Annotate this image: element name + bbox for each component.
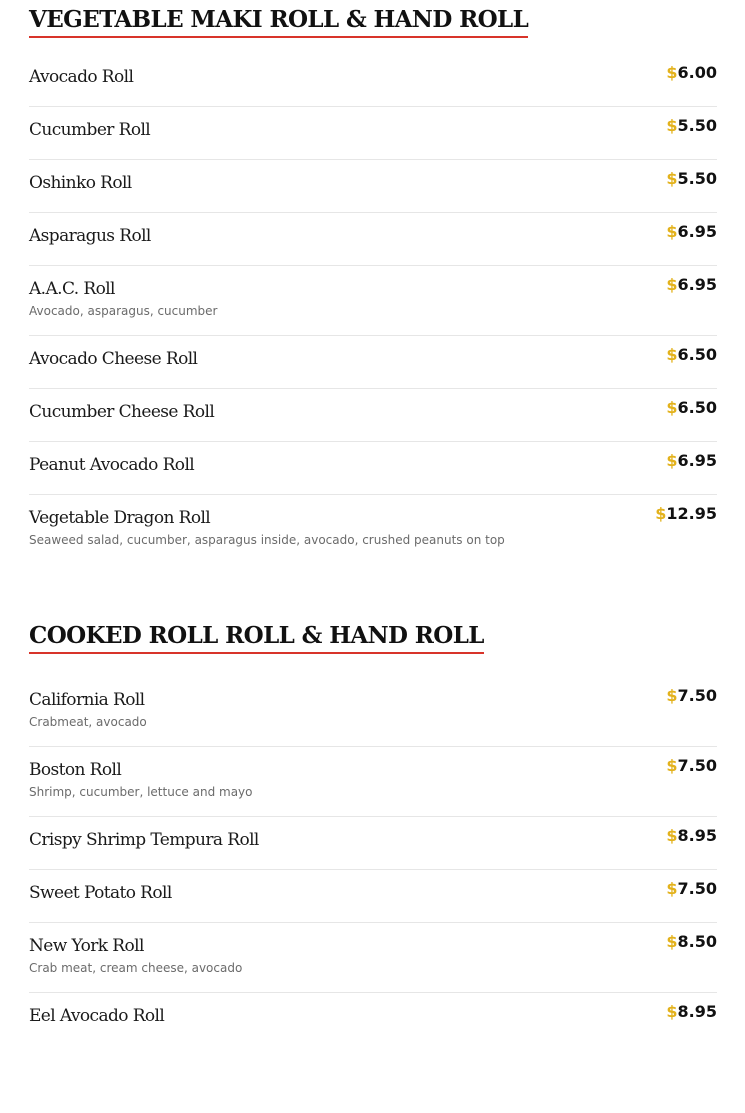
menu-item-list	[29, 54, 717, 564]
menu-section	[29, 622, 717, 1045]
menu-item-price	[666, 684, 717, 708]
price-amount: 6.00	[677, 63, 717, 82]
price-amount: 8.95	[677, 826, 717, 845]
currency-symbol: $	[666, 398, 678, 417]
menu-item-price	[666, 343, 717, 367]
currency-symbol: $	[666, 275, 678, 294]
menu-item-price	[666, 220, 717, 244]
currency-symbol: $	[666, 826, 678, 845]
currency-symbol: $	[666, 686, 678, 705]
section-title: VEGETABLE MAKI ROLL & HAND ROLL	[29, 6, 528, 38]
menu-item	[29, 54, 717, 107]
price-amount: 6.95	[677, 275, 717, 294]
menu-item-price	[666, 396, 717, 420]
price-amount: 8.95	[677, 1002, 717, 1021]
price-amount: 7.50	[677, 879, 717, 898]
menu-item	[29, 389, 717, 442]
menu	[29, 0, 717, 1045]
menu-item-name: Avocado Cheese Roll	[29, 349, 198, 369]
menu-item-price	[666, 114, 717, 138]
menu-item-description: Avocado, asparagus, cucumber	[29, 304, 218, 318]
menu-item-description: Crabmeat, avocado	[29, 715, 147, 729]
menu-item	[29, 923, 717, 993]
menu-item	[29, 336, 717, 389]
menu-section	[29, 0, 717, 564]
currency-symbol: $	[655, 504, 667, 523]
section-header	[29, 622, 717, 654]
menu-item-name: New York Roll	[29, 936, 144, 956]
price-amount: 6.50	[677, 345, 717, 364]
menu-item	[29, 817, 717, 870]
section-header	[29, 0, 717, 38]
menu-item	[29, 870, 717, 923]
menu-item	[29, 213, 717, 266]
menu-item-name: Peanut Avocado Roll	[29, 455, 195, 475]
price-amount: 5.50	[677, 116, 717, 135]
currency-symbol: $	[666, 451, 678, 470]
menu-item-price	[666, 824, 717, 848]
price-amount: 12.95	[666, 504, 717, 523]
currency-symbol: $	[666, 116, 678, 135]
menu-item-name: Cucumber Cheese Roll	[29, 402, 215, 422]
menu-item-name: Asparagus Roll	[29, 226, 151, 246]
menu-item-list	[29, 677, 717, 1045]
price-amount: 6.95	[677, 451, 717, 470]
menu-item-name: Eel Avocado Roll	[29, 1006, 165, 1026]
menu-item-name: Oshinko Roll	[29, 173, 132, 193]
price-amount: 5.50	[677, 169, 717, 188]
menu-item-price	[666, 167, 717, 191]
menu-item-description: Crab meat, cream cheese, avocado	[29, 961, 243, 975]
menu-item	[29, 107, 717, 160]
price-amount: 8.50	[677, 932, 717, 951]
menu-item	[29, 677, 717, 747]
menu-item-description: Shrimp, cucumber, lettuce and mayo	[29, 785, 253, 799]
menu-item-name: California Roll	[29, 690, 145, 710]
menu-item-price	[655, 502, 717, 526]
menu-item-name: Boston Roll	[29, 760, 122, 780]
currency-symbol: $	[666, 756, 678, 775]
menu-item-price	[666, 877, 717, 901]
currency-symbol: $	[666, 169, 678, 188]
price-amount: 7.50	[677, 686, 717, 705]
menu-item-name: Sweet Potato Roll	[29, 883, 172, 903]
menu-item-price	[666, 754, 717, 778]
menu-item-price	[666, 930, 717, 954]
menu-item-name: Cucumber Roll	[29, 120, 151, 140]
menu-item-name: Avocado Roll	[29, 67, 134, 87]
currency-symbol: $	[666, 932, 678, 951]
menu-item	[29, 160, 717, 213]
menu-item-description: Seaweed salad, cucumber, asparagus inside, avocado, crushed peanuts on top	[29, 533, 505, 547]
menu-item	[29, 993, 717, 1045]
currency-symbol: $	[666, 879, 678, 898]
section-title: COOKED ROLL ROLL & HAND ROLL	[29, 622, 484, 654]
menu-item-price	[666, 273, 717, 297]
menu-item	[29, 266, 717, 336]
price-amount: 7.50	[677, 756, 717, 775]
menu-item-name: Vegetable Dragon Roll	[29, 508, 211, 528]
menu-item-price	[666, 449, 717, 473]
currency-symbol: $	[666, 1002, 678, 1021]
menu-item-price	[666, 61, 717, 85]
menu-item	[29, 747, 717, 817]
menu-item	[29, 495, 717, 564]
menu-item	[29, 442, 717, 495]
menu-item-name: Crispy Shrimp Tempura Roll	[29, 830, 259, 850]
currency-symbol: $	[666, 345, 678, 364]
currency-symbol: $	[666, 222, 678, 241]
price-amount: 6.95	[677, 222, 717, 241]
currency-symbol: $	[666, 63, 678, 82]
price-amount: 6.50	[677, 398, 717, 417]
menu-item-price	[666, 1000, 717, 1024]
menu-item-name: A.A.C. Roll	[29, 279, 115, 299]
